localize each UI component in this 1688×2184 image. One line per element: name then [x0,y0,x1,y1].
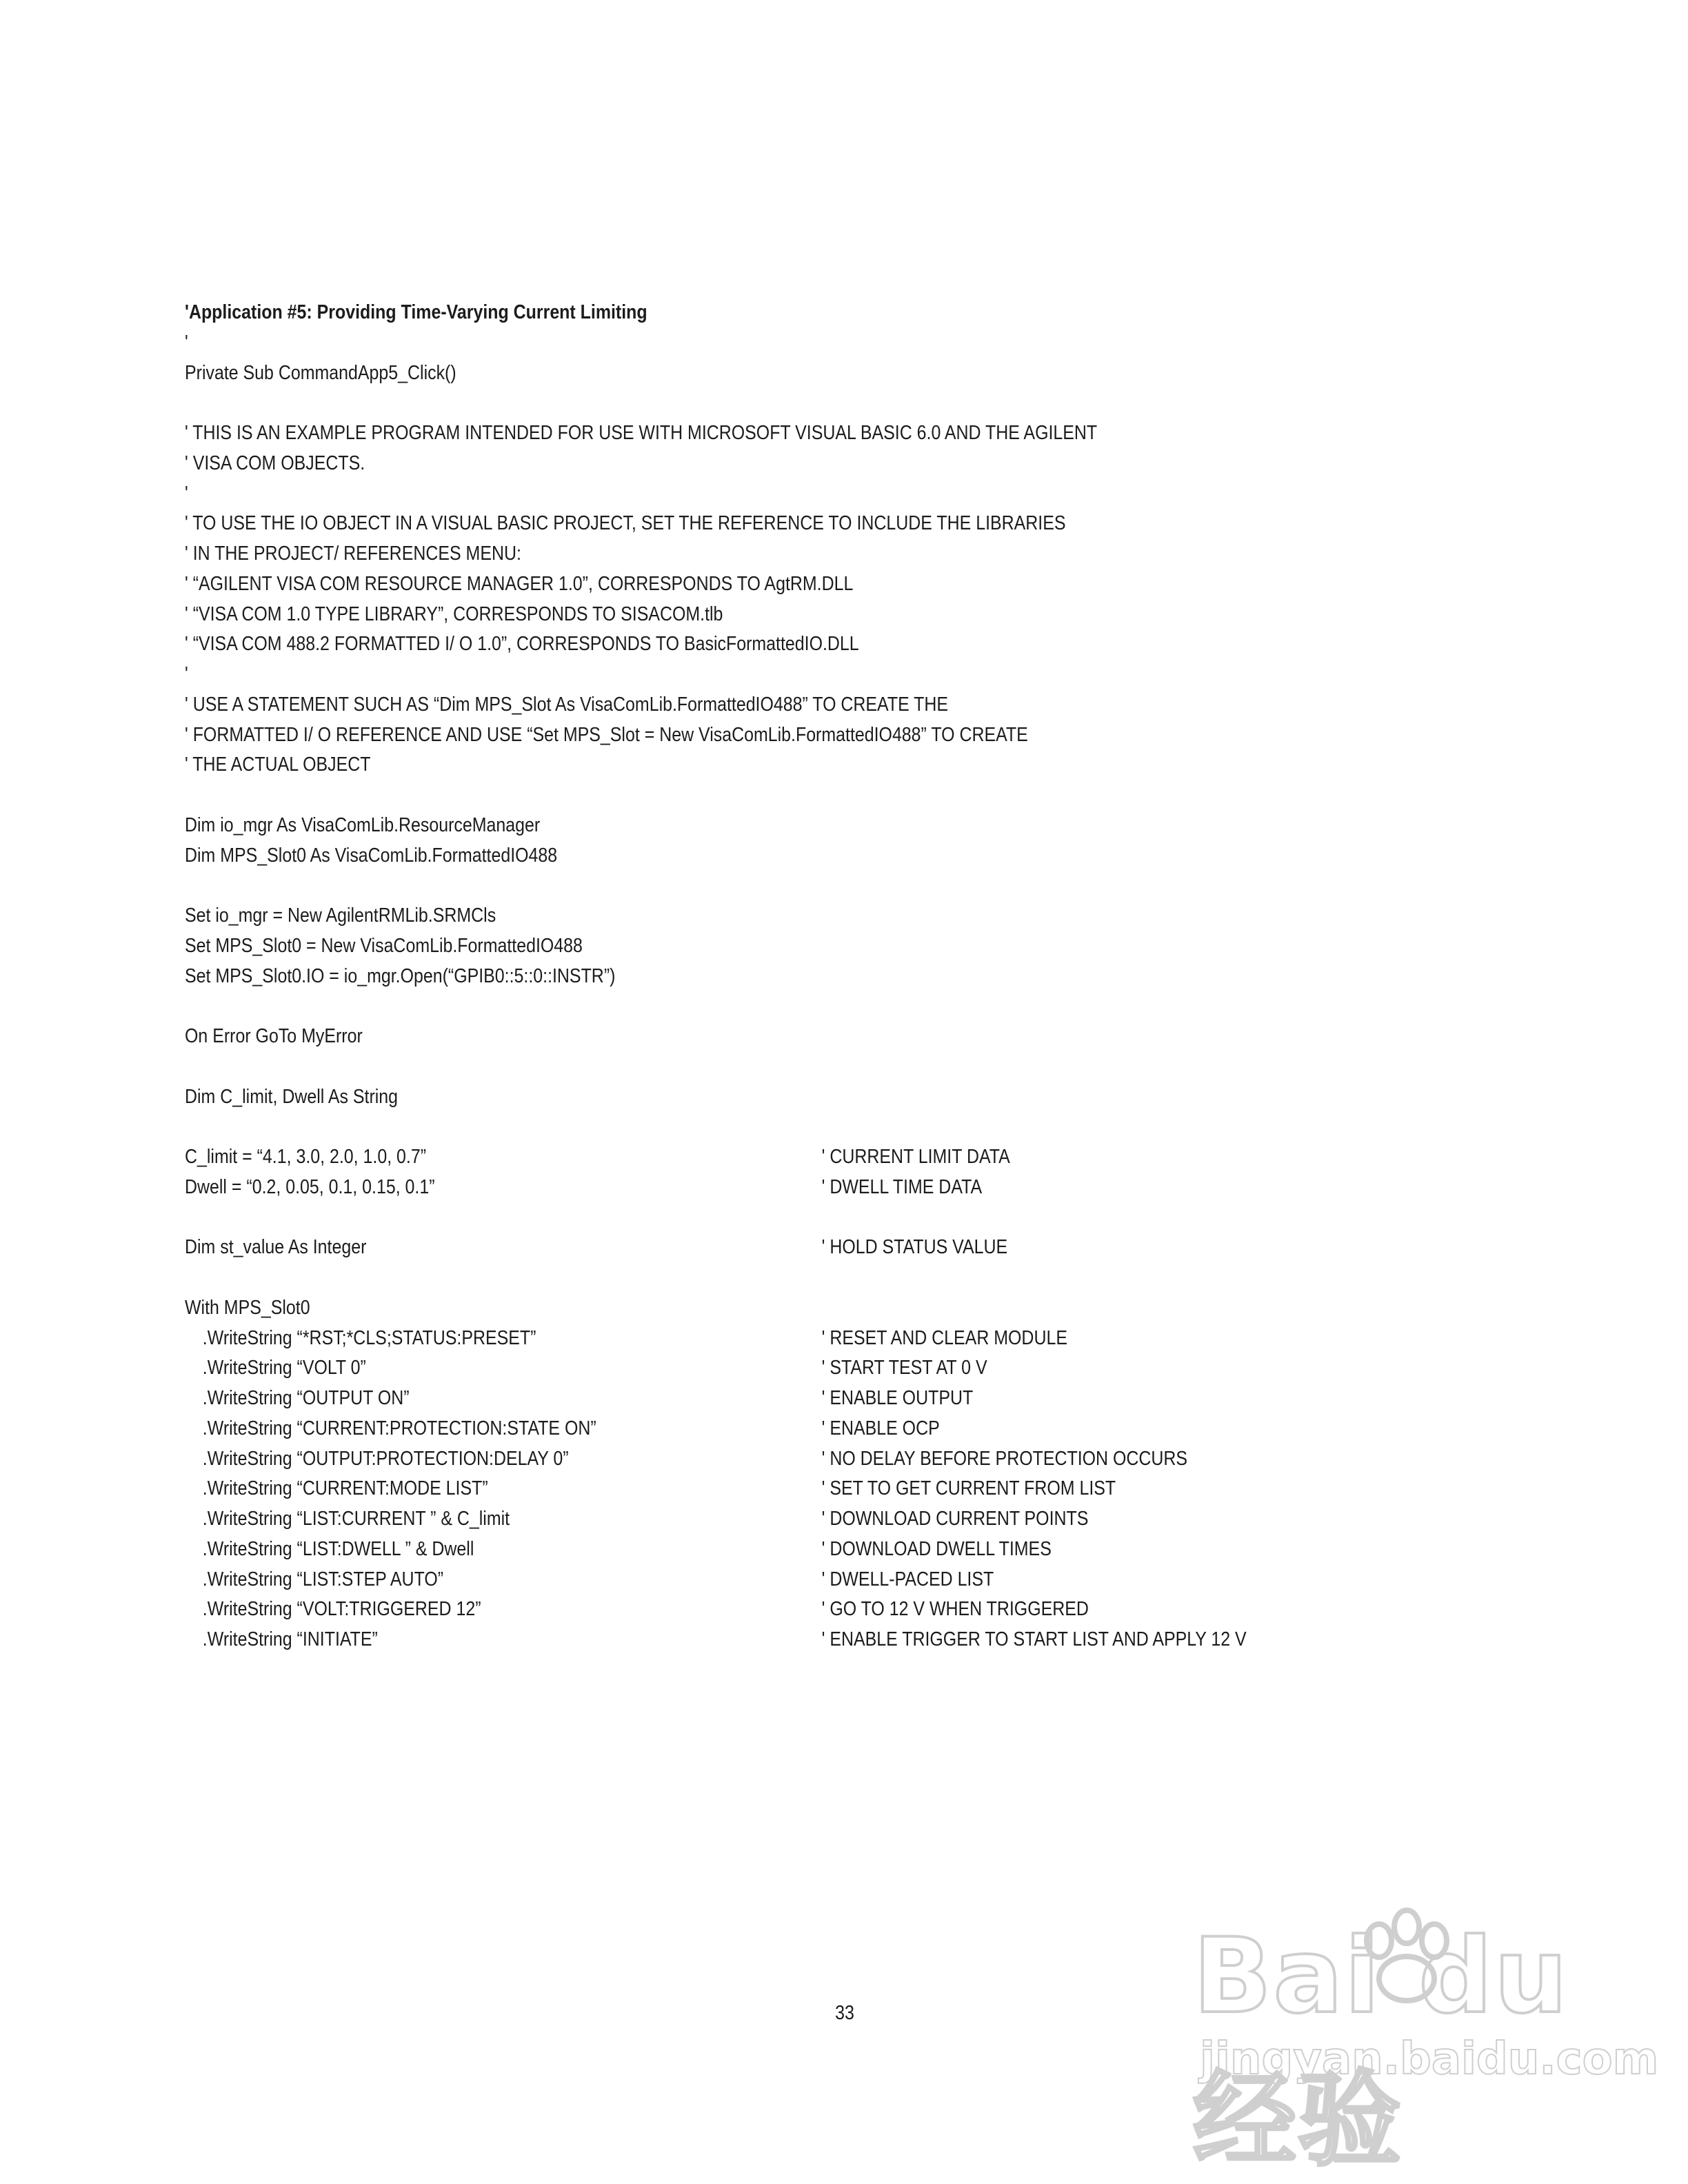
code-text: ' IN THE PROJECT/ REFERENCES MENU: [185,543,521,565]
code-line [185,358,1312,389]
code-line [185,991,1312,1022]
code-text: Set MPS_Slot0.IO = io_mgr.Open(“GPIB0::5::0::INSTR”) [185,964,616,987]
watermark-brand: Bai du 经验 [1193,1917,1569,2181]
code-text: ' USE A STATEMENT SUCH AS “Dim MPS_Slot As VisaComLib.FormattedIO488” TO CREATE THE [185,693,949,716]
code-line [185,509,1312,539]
code-text: .WriteString “CURRENT:PROTECTION:STATE ON” [202,1417,596,1439]
code-line [185,1444,1312,1475]
code-line [185,690,1312,720]
code-comment: ' CURRENT LIMIT DATA [821,1146,1010,1168]
code-line [185,449,1312,479]
code-line [185,1535,1312,1565]
watermark-url: jingyan.baidu.com [1200,2034,1659,2085]
code-text: ' FORMATTED I/ O REFERENCE AND USE “Set MPS_Slot = New VisaComLib.FormattedIO488” TO CREATE [185,723,1028,746]
code-text: ' [185,663,188,685]
code-text: ' VISA COM OBJECTS. [185,452,365,474]
code-line [185,539,1312,569]
code-line [185,479,1312,509]
code-line [185,962,1312,992]
code-line [185,388,1312,418]
title-text: 'Application #5: Providing Time-Varying Current Limiting [185,301,647,323]
code-comment: ' RESET AND CLEAR MODULE [821,1326,1067,1349]
code-text: ' “VISA COM 488.2 FORMATTED I/ O 1.0”, CORRESPONDS TO BasicFormattedIO.DLL [185,633,859,656]
code-text: Dwell = “0.2, 0.05, 0.1, 0.15, 0.1” [185,1175,435,1198]
code-line [185,871,1312,901]
code-text: .WriteString “OUTPUT ON” [202,1387,410,1409]
code-comment: ' GO TO 12 V WHEN TRIGGERED [821,1598,1089,1621]
code-line [185,1353,1312,1384]
code-text: Dim io_mgr As VisaComLib.ResourceManager [185,813,541,836]
code-comment: ' ENABLE OCP [821,1417,940,1439]
code-comment: ' ENABLE TRIGGER TO START LIST AND APPLY 12 V [821,1628,1247,1650]
code-text: With MPS_Slot0 [185,1296,310,1319]
code-comment: ' DWELL TIME DATA [821,1175,983,1198]
code-line [185,629,1312,660]
code-comment: ' ENABLE OUTPUT [821,1387,974,1409]
code-text: ' THE ACTUAL OBJECT [185,754,371,776]
code-line [185,1414,1312,1444]
code-comment: ' HOLD STATUS VALUE [821,1236,1008,1259]
code-line [185,660,1312,690]
code-line [185,1022,1312,1052]
code-text: .WriteString “LIST:DWELL ” & Dwell [202,1537,474,1560]
code-line [185,1263,1312,1293]
code-text: .WriteString “CURRENT:MODE LIST” [202,1477,488,1500]
code-line [185,1384,1312,1414]
code-line [185,841,1312,871]
code-line [185,1112,1312,1142]
code-text: On Error GoTo MyError [185,1025,363,1047]
code-text: .WriteString “OUTPUT:PROTECTION:DELAY 0” [202,1447,569,1470]
code-text: .WriteString “VOLT 0” [202,1357,366,1379]
code-line [185,1625,1312,1655]
code-line [185,1293,1312,1324]
code-comment: ' DWELL-PACED LIST [821,1568,994,1590]
code-text: ' “AGILENT VISA COM RESOURCE MANAGER 1.0”, CORRESPONDS TO AgtRM.DLL [185,572,854,595]
code-comment: ' NO DELAY BEFORE PROTECTION OCCURS [821,1447,1188,1470]
code-text: ' “VISA COM 1.0 TYPE LIBRARY”, CORRESPONDS TO SISACOM.tlb [185,603,723,625]
code-line [185,1082,1312,1113]
code-line [185,1173,1312,1203]
code-text: .WriteString “*RST;*CLS;STATUS:PRESET” [202,1326,536,1349]
code-text: .WriteString “LIST:STEP AUTO” [202,1568,444,1590]
code-line [185,901,1312,931]
code-text: Set io_mgr = New AgilentRMLib.SRMCls [185,904,496,927]
code-text: Dim MPS_Slot0 As VisaComLib.FormattedIO488 [185,844,558,867]
code-line [185,750,1312,780]
code-comment: ' START TEST AT 0 V [821,1357,987,1379]
code-text: Dim st_value As Integer [185,1236,367,1259]
code-line [185,1233,1312,1263]
code-text: .WriteString “LIST:CURRENT ” & C_limit [202,1508,510,1530]
listing-title [185,298,1312,328]
code-text: Private Sub CommandApp5_Click() [185,361,456,384]
code-line [185,1565,1312,1595]
code-text: ' [185,482,188,505]
page-number: 33 [835,2002,854,2024]
code-line [185,1474,1312,1504]
code-comment: ' DOWNLOAD CURRENT POINTS [821,1508,1089,1530]
code-text: Set MPS_Slot0 = New VisaComLib.FormattedIO488 [185,934,583,957]
code-text: C_limit = “4.1, 3.0, 2.0, 1.0, 0.7” [185,1146,427,1168]
code-line [185,1324,1312,1354]
code-comment: ' DOWNLOAD DWELL TIMES [821,1537,1052,1560]
code-line [185,569,1312,600]
code-text: Dim C_limit, Dwell As String [185,1085,399,1108]
code-listing [185,298,1495,1655]
code-text: .WriteString “VOLT:TRIGGERED 12” [202,1598,481,1621]
code-line [185,931,1312,962]
code-line [185,328,1312,358]
code-text: .WriteString “INITIATE” [202,1628,378,1650]
code-line [185,600,1312,630]
code-line [185,1595,1312,1625]
code-line [185,1203,1312,1233]
code-text: ' [185,331,188,354]
code-line [185,418,1312,449]
code-line [185,720,1312,751]
code-line [185,780,1312,811]
watermark [1172,1903,1659,2181]
code-text: ' THIS IS AN EXAMPLE PROGRAM INTENDED FOR USE WITH MICROSOFT VISUAL BASIC 6.0 AND THE AGILENT [185,422,1098,444]
code-line [185,1504,1312,1535]
code-line [185,1142,1312,1173]
code-comment: ' SET TO GET CURRENT FROM LIST [821,1477,1116,1500]
code-text: ' TO USE THE IO OBJECT IN A VISUAL BASIC PROJECT, SET THE REFERENCE TO INCLUDE THE LIBRARIES [185,512,1066,535]
code-line [185,811,1312,841]
code-line [185,1052,1312,1082]
